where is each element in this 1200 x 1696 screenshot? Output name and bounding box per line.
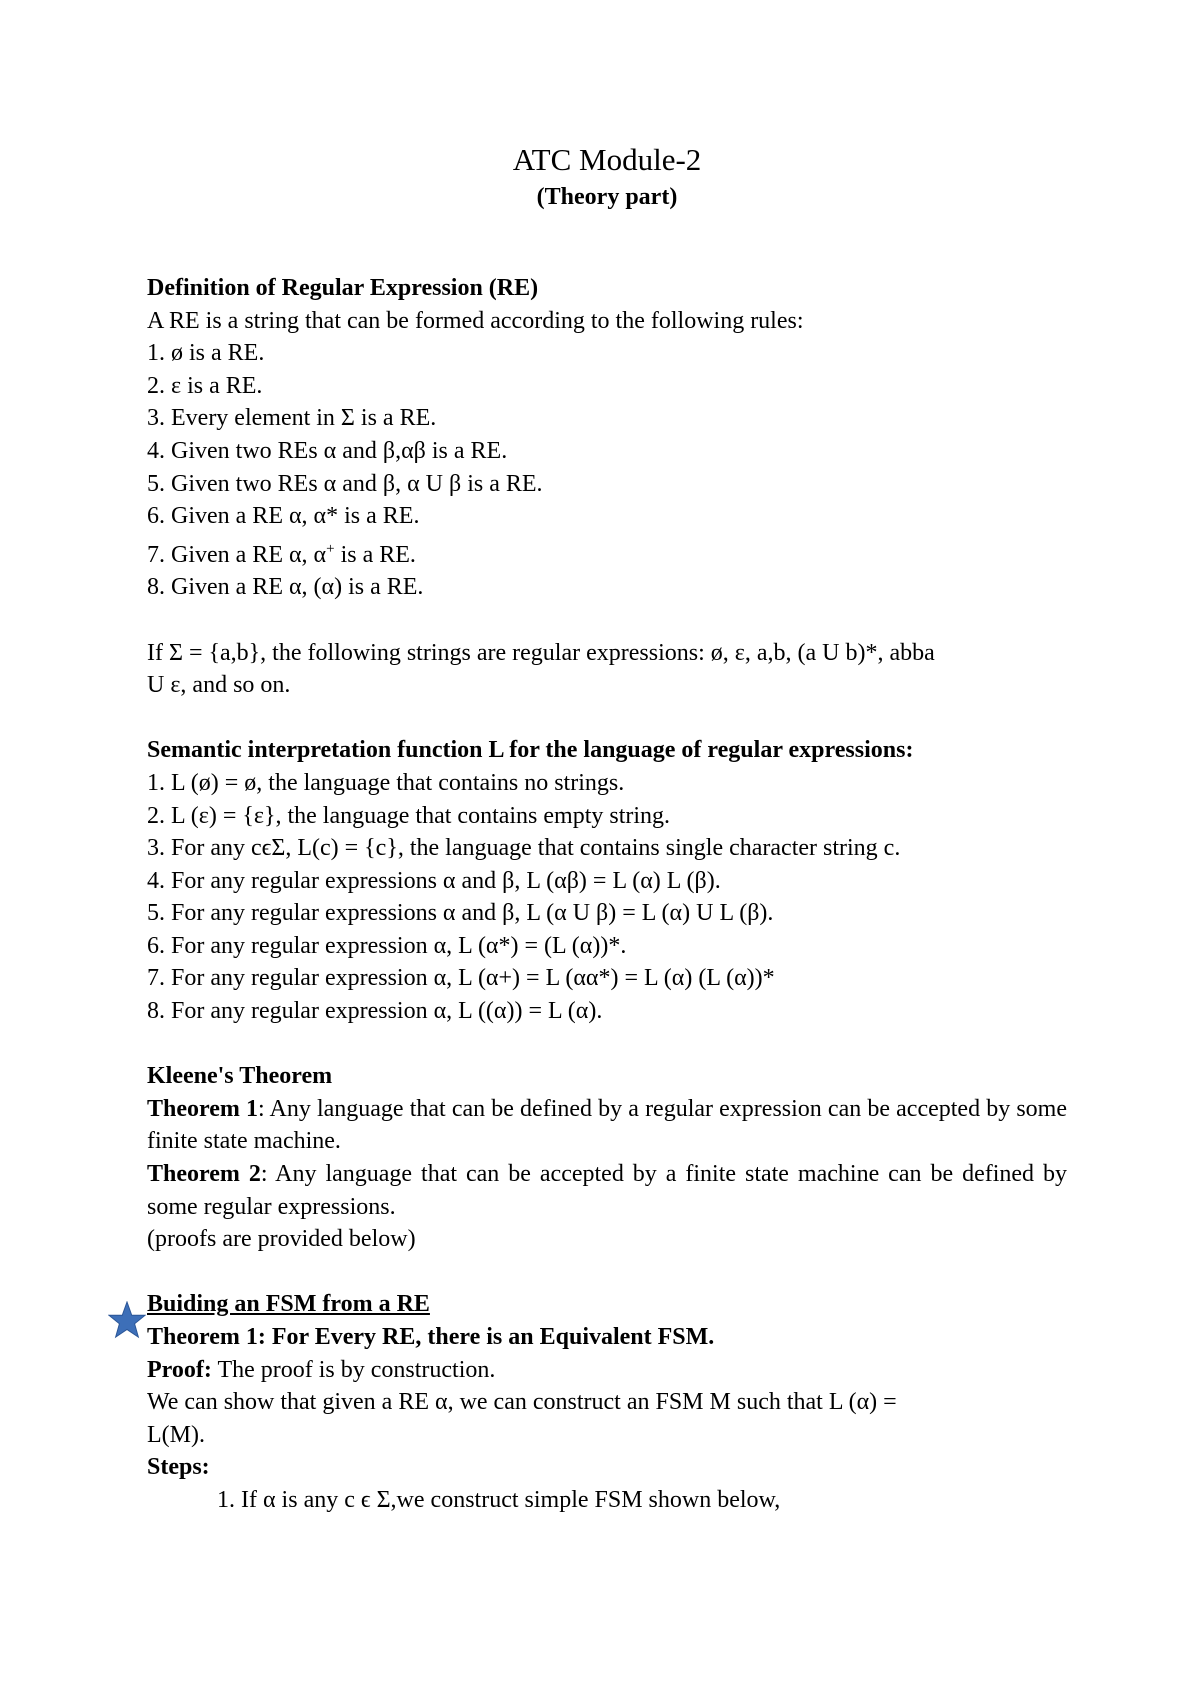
re-rule-5: 5. Given two REs α and β, α U β is a RE. bbox=[147, 470, 543, 497]
kleene-theorem-2-text: : Any language that can be accepted by a finite state machine can be defined by some regular expressions. bbox=[147, 1161, 1068, 1220]
kleene-theorem-1 bbox=[147, 1093, 1067, 1158]
re-example-line-2: U ε, and so on. bbox=[147, 672, 291, 699]
re-rule-3: 3. Every element in Σ is a RE. bbox=[147, 405, 437, 432]
fsm-theorem: Theorem 1: For Every RE, there is an Equivalent FSM. bbox=[147, 1324, 715, 1350]
kleene-theorem-1-text: : Any language that can be defined by a regular expression can be accepted by some finite state machine. bbox=[147, 1095, 1068, 1155]
fsm-heading: Buiding an FSM from a RE bbox=[147, 1291, 430, 1318]
page-title: ATC Module-2 bbox=[512, 142, 702, 177]
kleene-heading: Kleene's Theorem bbox=[147, 1063, 333, 1090]
re-rule-2: 2. ε is a RE. bbox=[147, 372, 263, 399]
re-definition-heading: Definition of Regular Expression (RE) bbox=[147, 275, 539, 301]
semantic-item-3: 3. For any cϵΣ, L(c) = {c}, the language that contains single character string c. bbox=[147, 835, 901, 862]
kleene-theorem-1-label: Theorem 1 bbox=[147, 1095, 259, 1122]
re-example-line-1: If Σ = {a,b}, the following strings are regular expressions: ø, ε, a,b, (a U b)*, abba bbox=[147, 639, 935, 666]
fsm-steps-label: Steps: bbox=[147, 1454, 210, 1481]
document-page bbox=[147, 140, 1067, 1517]
semantic-section bbox=[147, 734, 1067, 1060]
kleene-note: (proofs are provided below) bbox=[147, 1226, 416, 1253]
semantic-item-5: 5. For any regular expressions α and β, L (α U β) = L (α) U L (β). bbox=[147, 900, 774, 927]
re-rule-1: 1. ø is a RE. bbox=[147, 340, 265, 367]
re-definition-section bbox=[147, 272, 1067, 734]
re-rule-6: 6. Given a RE α, α* is a RE. bbox=[147, 503, 420, 530]
fsm-proof-text: The proof is by construction. bbox=[211, 1356, 496, 1383]
star-icon bbox=[108, 1301, 146, 1339]
fsm-proof bbox=[147, 1354, 1067, 1387]
re-rule-7-text: 7. Given a RE α, α bbox=[147, 541, 327, 568]
semantic-item-2: 2. L (ε) = {ε}, the language that contains empty string. bbox=[147, 802, 671, 829]
semantic-heading: Semantic interpretation function L for the language of regular expressions: bbox=[147, 737, 914, 764]
semantic-item-1: 1. L (ø) = ø, the language that contains no strings. bbox=[147, 769, 625, 796]
kleene-section bbox=[147, 1060, 1067, 1288]
re-rule-7 bbox=[147, 533, 1067, 572]
semantic-item-7: 7. For any regular expression α, L (α+) = L (αα*) = L (α) (L (α))* bbox=[147, 965, 775, 992]
re-definition-intro: A RE is a string that can be formed according to the following rules: bbox=[147, 307, 804, 334]
fsm-proof-label: Proof: bbox=[147, 1356, 212, 1383]
semantic-item-8: 8. For any regular expression α, L ((α)) = L (α). bbox=[147, 998, 603, 1025]
semantic-item-4: 4. For any regular expressions α and β, L (αβ) = L (α) L (β). bbox=[147, 867, 721, 894]
re-rule-7-tail: is a RE. bbox=[334, 541, 416, 568]
fsm-section bbox=[147, 1288, 1067, 1516]
re-rule-4: 4. Given two REs α and β,αβ is a RE. bbox=[147, 437, 508, 464]
semantic-item-6: 6. For any regular expression α, L (α*) = (L (α))*. bbox=[147, 932, 627, 959]
kleene-theorem-2 bbox=[147, 1158, 1067, 1223]
page-subtitle: (Theory part) bbox=[536, 184, 678, 210]
re-rule-8: 8. Given a RE α, (α) is a RE. bbox=[147, 574, 424, 601]
fsm-show-line-1: We can show that given a RE α, we can construct an FSM M such that L (α) = bbox=[147, 1389, 897, 1416]
fsm-show-line-2: L(M). bbox=[147, 1421, 205, 1448]
kleene-theorem-2-label: Theorem 2 bbox=[147, 1161, 261, 1188]
re-rule-7-sup: + bbox=[326, 540, 335, 557]
fsm-step-1: 1. If α is any c ϵ Σ,we construct simple FSM shown below, bbox=[217, 1486, 781, 1513]
